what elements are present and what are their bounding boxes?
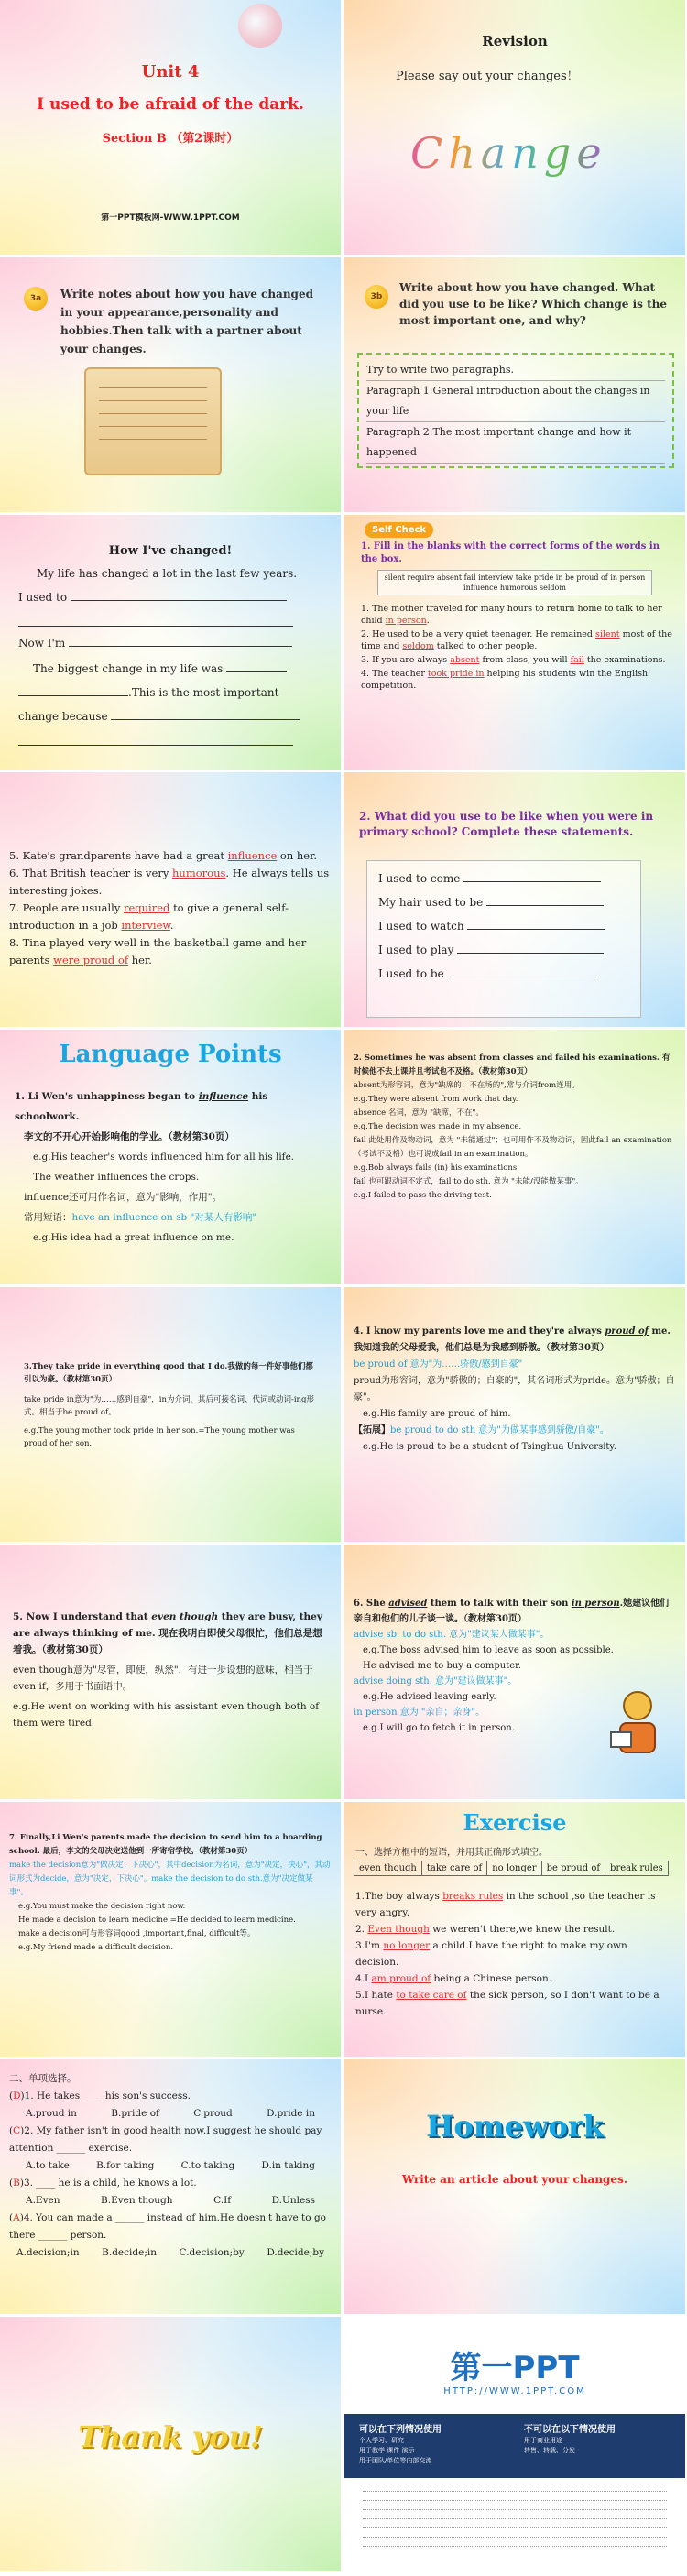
sc6-post: . He always tells us interesting jokes. [9,867,330,897]
stmt-1-blank [463,881,601,882]
site-label: 第一PPT模板网-WWW.1PPT.COM [101,213,240,223]
sc6-ans: humorous [172,867,226,879]
sc-item-8 [9,934,330,969]
sun-decoration [238,4,282,48]
sc7-ans: required [123,901,170,914]
ex5-ans: to take care of [396,1990,467,2001]
tip-line-2: Paragraph 1:General introduction about the changes in your life [366,381,665,422]
slide-lp-5 [0,1545,341,1799]
lp4-line-1 [354,1324,676,1357]
lp4-body [354,1324,676,1456]
sc7-ans2: interview [121,919,170,932]
slide-3a [0,257,341,512]
lp2-line-3: e.g.They were absent from work that day. [354,1095,518,1104]
lp5-line-3: e.g.He went on working with his assistant even though both of them were tired. [13,1701,320,1729]
lp2-line-8: fail 也可跟动词不定式，fail to do sth. 意为 "未能/没能做某事"。 [354,1177,583,1186]
slide-lp-2 [344,1030,685,1284]
sc1-pre: 1. The mother traveled for many hours to return home to talk to her child [361,604,662,626]
mc-q4-opts [9,2244,332,2262]
slide-exercise [344,1802,685,2057]
lp4-l1a: 4. I know my parents love me and they're always [354,1326,605,1337]
statements-box [366,860,641,1018]
link-list-placeholder [363,2491,667,2560]
essay-line-2 [18,590,293,606]
sc3-mid: from class, you will [482,655,568,665]
lp6-l1a: 6. She [354,1599,389,1609]
sc2-pre: 2. He used to be a very quiet teenager. He remained [361,629,594,639]
stmt-4-text: I used to play [378,944,454,956]
ex5-pre: 5.I hate [355,1990,393,2001]
mc-q2-a: A.to take [26,2160,70,2171]
lp3-line-3: e.g.The young mother took pride in her son.=The young mother was proud of her son. [24,1426,295,1448]
stmt-4 [378,938,629,962]
sc4-ans: took pride in [427,669,485,679]
ex1-pre: 1.The boy always [355,1891,440,1902]
slide-homework [344,2059,685,2314]
lp6-line-8: e.g.I will go to fetch it in person. [363,1723,515,1733]
sc8-pre: 8. Tina played very well in the basketball game and her parents [9,936,307,966]
ex-word-5: break rules [610,1863,663,1873]
ex5-post: the sick person, so I don't want to be a nurse. [355,1990,660,2017]
blank-used-to [71,600,287,601]
lp1-l1b: influence [198,1091,249,1102]
task-3a: Write notes about how you have changed in your appearance,personality and hobbies.Then talk with a partner about your changes. [60,288,313,355]
homework-title: Homework [426,2109,604,2144]
stmt-3-blank [467,929,605,930]
essay-biggest: The biggest change in my life was [33,662,224,675]
stmt-3-text: I used to watch [378,920,464,933]
lp5-l1c: they are busy, they are always thinking of me. 现在我明白即使父母很忙，他们总是想着我。（教材第30页） [13,1611,322,1655]
slide-how-changed [0,515,341,770]
sc5-pre: 5. Kate's grandparents have had a great [9,849,224,862]
usage-right-lines [524,2436,575,2456]
slide-primary-school [344,772,685,1027]
essay-used-to: I used to [18,591,68,604]
lp4-l5a: 【拓展】 [354,1425,390,1435]
ex1-post: in the school ,so the teacher is very angry. [355,1891,656,1918]
usage-left-3: 用于团队/单位等内部交流 [359,2457,432,2464]
sc-item-1 [361,603,672,627]
sc3-ans2: fail [570,655,584,665]
blank-biggest [226,671,287,672]
lp1-l1c: his schoolwork. [15,1091,268,1122]
lp4-line-3: proud为形容词，意为"骄傲的；自豪的"，其名词形式为pride。意为"骄傲；自豪"。 [354,1376,675,1403]
stmt-1 [378,867,629,890]
word-box: silent require absent fail interview take pride in be proud of in person influence humorous seldom [377,570,652,595]
ex-item-1 [355,1888,672,1921]
sc1-post: . [426,616,430,626]
sc2-ans: silent [595,629,620,639]
lp6-l1e: .她建议他们亲自和他们的儿子谈一谈。（教材第30页） [354,1599,670,1624]
blank-now [69,646,292,647]
sc5-ans: influence [227,849,278,862]
slide-brand [344,2317,685,2571]
lp1-line-5: influence还可用作名词，意为"影响，作用"。 [24,1192,223,1203]
slide-lp-1 [0,1030,341,1284]
homework-line: Write an article about your changes. [401,2173,628,2186]
usage-left-head: 可以在下列情况使用 [359,2425,442,2435]
slide-title [0,0,341,255]
stmt-2 [378,890,629,914]
lp7-line-4: He made a decision to learn medicine.=He decided to learn medicine. [18,1916,296,1925]
tip-line-1: Try to write two paragraphs. [366,360,665,381]
ex3-ans: no longer [383,1940,431,1951]
lp4-l1b: proud of [605,1326,649,1337]
mc-q3: (B)3. ____ he is a child, he knows a lot. [9,2178,197,2189]
slide-lp-3 [0,1287,341,1542]
essay-title: How I've changed! [108,544,233,558]
self-check-items-2 [9,847,330,969]
lp7-line-6: e.g.My friend made a difficult decision. [18,1943,174,1952]
task-3b: Write about how you have changed. What did you use to be like? Which change is the most important one, and why? [399,281,667,327]
lp2-body [354,1052,676,1203]
exercise-instruction: 一、选择方框中的短语，并用其正确形式填空。 [355,1848,548,1858]
lp6-line-7: in person 意为 "亲自；亲身"。 [354,1708,485,1718]
sc-item-7 [9,900,330,934]
lp-title: Language Points [59,1041,282,1068]
lp4-l2a: be proud of [354,1359,408,1370]
lp7-body [9,1831,332,1955]
ex4-ans: am proud of [371,1973,431,1984]
stmt-5 [378,962,629,986]
slide-3b [344,257,685,512]
blank-line-a [18,616,293,627]
stmt-1-text: I used to come [378,872,461,885]
lp5-l1b: even though [151,1611,219,1622]
essay-line-4 [33,661,308,677]
lp7-line-1: 7. Finally,Li Wen's parents made the decision to send him to a boarding school. 最后，李文的父母决定送他到一所寄宿学校。（教材第30页） [9,1833,322,1856]
sc7-pre: 7. People are usually [9,901,121,914]
lp1-l1a: 1. Li Wen's unhappiness began to [15,1091,199,1102]
unit-label: Unit 4 [141,62,200,82]
lp3-body [24,1360,317,1450]
mc-q2: (C)2. My father isn't in good health now.I suggest he should pay attention ______ exercise. [9,2125,322,2154]
lp1-l6b: have an influence on sb "对某人有影响" [71,1212,257,1223]
lp1-line-1 [15,1086,331,1127]
ex2-post: we weren't there,we knew the result. [432,1924,616,1935]
mc-q4-b: B.decide;in [102,2247,157,2258]
sc3-pre: 3. If you are always [361,655,448,665]
usage-right-2: 转售、转载、分发 [524,2447,575,2454]
mc-q2-opts [9,2157,332,2175]
section-label: Section B （第2课时） [102,132,239,146]
lp6-line-1 [354,1596,676,1627]
lp6-line-3: e.g.The boss advised him to leave as soon as possible. [363,1645,614,1655]
slide-revision [344,0,685,255]
stmt-2-blank [486,905,604,906]
lp2-line-2: absent为形容词，意为"缺席的；不在场的",常与介词from连用。 [354,1081,580,1090]
lp2-line-1: 2. Sometimes he was absent from classes and failed his examinations. 有时候他不去上课并且考试也不及格。（教材第30页） [354,1053,671,1076]
sc4-pre: 4. The teacher [361,669,425,679]
sc2-post: talked to other people. [436,641,538,651]
ex3-post: a child.I have the right to make my own decision. [355,1940,627,1968]
ex-item-3 [355,1937,672,1970]
lp1-body [15,1086,331,1248]
lp5-body [13,1609,329,1731]
lp2-line-5: e.g.The decision was made in my absence. [354,1122,522,1131]
mc-q3-text: 3. ____ he is a child, he knows a lot. [23,2178,197,2189]
mc-q3-a: A.Even [26,2195,60,2206]
sc-item-5 [9,847,330,865]
lp4-l5b: be proud to do sth 意为"为做某事感到骄傲/自豪"。 [390,1425,609,1435]
ex2-pre: 2. [355,1924,365,1935]
usage-left-lines [359,2436,431,2466]
self-check-items [361,603,672,692]
lp4-line-4: e.g.His family are proud of him. [363,1409,511,1419]
self-check-heading: 1. Fill in the blanks with the correct forms of the words in the box. [361,541,660,564]
mc-q2-ans: C [13,2125,21,2136]
self-check-tag: Self Check [365,522,433,538]
usage-right-head: 不可以在以下情况使用 [524,2425,616,2435]
lp3-line-1: 3.They take pride in everything good that I do.我做的每一件好事他们都引以为豪。（教材第30页） [24,1362,313,1384]
blank-line-b [18,735,293,746]
lp6-l1d: in person [571,1599,620,1609]
ex-word-2: take care of [422,1861,487,1875]
lp6-line-2: advise sb. to do sth. 意为"建议某人做某事"。 [354,1630,550,1640]
ex4-post: being a Chinese person. [433,1973,552,1984]
cartoon-reader-icon [610,1691,665,1764]
stmt-5-text: I used to be [378,967,444,980]
slide-self-check [344,515,685,770]
lp6-line-6: e.g.He advised leaving early. [363,1692,496,1702]
ex4-pre: 4.I [355,1973,369,1984]
essay-now: Now I'm [18,637,66,649]
mc-q4: (A)4. You can made a ______ instead of him.He doesn't have to go there ______ person. [9,2212,326,2241]
mc-q4-text: 4. You can made a ______ instead of him.He doesn't have to go there ______ person. [9,2212,326,2241]
mc-q1-b: B.pride of [111,2108,159,2119]
exercise-title: Exercise [463,1809,567,1836]
essay-because: change because [18,710,108,723]
sc2-mid: most of the time and [361,629,672,651]
mc-q4-c: C.decision;by [179,2247,245,2258]
sc1-ans: in person [385,616,427,626]
lp2-line-7: e.g.Bob always fails (in) his examinations. [354,1163,519,1173]
sc8-ans: were proud of [53,954,129,966]
sc6-pre: 6. That British teacher is very [9,867,169,879]
mc-q3-opts [9,2192,332,2210]
exercise-word-box [354,1861,669,1876]
slide-multiple-choice [0,2059,341,2314]
mc-q4-a: A.decision;in [16,2247,80,2258]
sc-item-3 [361,654,672,666]
thank-you-text: Thank you! [78,2419,263,2454]
ex1-ans: breaks rules [442,1891,504,1902]
mc-q2-c: C.to taking [180,2160,235,2171]
stmt-4-blank [457,953,604,954]
lp4-l1c: me. 我知道我的父母爱我，他们总是为我感到骄傲。（教材第30页） [354,1326,671,1353]
slide-lp-6 [344,1545,685,1799]
ex3-pre: 3.I'm [355,1940,381,1951]
lesson-title: I used to be afraid of the dark. [37,95,304,114]
ex-item-4 [355,1970,672,1987]
sc8-post: her. [131,954,152,966]
mc-q1-a: A.proud in [26,2108,77,2119]
blank-because [111,719,300,720]
sc7-post2: . [169,919,174,932]
mc-q2-d: D.in taking [261,2160,315,2171]
ex-word-4: be proud of [542,1861,605,1875]
sc3-post: the examinations. [586,655,666,665]
mc-q3-ans: B [13,2178,20,2189]
tip-line-3: Paragraph 2:The most important change and how it happened [366,422,665,464]
mc-q4-ans: A [13,2212,20,2223]
mc-q3-b: B.Even though [101,2195,173,2206]
mc-q1-opts [9,2105,332,2123]
change-word-art [410,128,607,178]
essay-line-1: My life has changed a lot in the last few years. [37,567,298,580]
lp4-l2b: 意为"为……骄傲/感到自豪" [407,1359,523,1370]
lp7-line-5: make a decision可与形容词good ,important,final, difficult等。 [18,1929,256,1938]
revision-line: Please say out your changes！ [396,70,579,83]
lp1-line-7: e.g.His idea had a great influence on me. [33,1232,234,1243]
mc-head: 二、单项选择。 [9,2073,77,2084]
lp7-line-2: make the decision意为"做决定；下决心"，其中decision为名词，意为"决定，决心"，其动词形式为decide，意为"决定，下决心"。make the decision to do sth.意为"决定做某事"。 [9,1861,331,1897]
lp5-l1a: 5. Now I understand that [13,1611,152,1622]
lp6-line-5: advise doing sth. 意为"建议做某事"。 [354,1676,518,1686]
lp5-line-2: even though意为"尽管，即使，纵然"，有进一步设想的意味，相当于even if，多用于书面语中。 [13,1665,313,1692]
mc-q1-text: 1. He takes ____ his son's success. [24,2090,191,2101]
usage-right-1: 用于商业用途 [524,2437,562,2444]
mc-q4-d: D.decide;by [267,2247,324,2258]
change-word: Change [410,128,607,178]
slide-lp-7 [0,1802,341,2057]
ex2-ans: Even though [367,1924,430,1935]
lp3-line-2: take pride in意为"为……感到自豪"，in为介词，其后可接名词、代词或动词-ing形式。相当于be proud of。 [24,1395,314,1417]
lp4-line-5 [354,1423,676,1439]
mc-q1: (D)1. He takes ____ his son's success. [9,2090,191,2101]
writing-tips-box [357,353,674,468]
brand-logo: 第一PPT [450,2350,580,2386]
badge-3b: 3b [365,285,388,309]
lp7-line-3: e.g.You must make the decision right now. [18,1902,186,1911]
lp5-line-1 [13,1609,329,1658]
essay-important: .This is the most important [128,686,279,699]
lp4-line-6: e.g.He is proud to be a student of Tsinghua University. [363,1442,616,1452]
sc-item-4 [361,668,672,692]
usage-left-2: 用于教学 课件 演示 [359,2447,415,2454]
lp1-line-2: 李文的不开心开始影响他的学业。（教材第30页） [24,1131,234,1142]
essay-line-5 [18,685,311,701]
mc-body [9,2070,332,2262]
sc-item-6 [9,865,330,900]
lp2-line-4: absence 名词，意为 "缺席，不在"。 [354,1108,484,1118]
primary-heading: 2. What did you use to be like when you were in primary school? Complete these statements. [359,810,654,838]
lp6-line-4: He advised me to buy a computer. [363,1661,522,1671]
slide-self-check-2 [0,772,341,1027]
sc3-ans: absent [450,655,480,665]
exercise-items [355,1888,672,2020]
slide-lp-4 [344,1287,685,1542]
ex-word-1: even though [354,1861,422,1875]
mc-q2-b: B.for taking [96,2160,155,2171]
blank-reason [18,695,128,696]
lp2-line-6: fail 此处用作及物动词，意为 "未能通过"；也可用作不及物动词，因此fail an examination（考试不及格）也可说成fail in an examination。 [354,1136,672,1159]
stmt-3 [378,914,629,938]
lp6-l1b: advised [388,1599,428,1609]
essay-line-3 [18,636,293,651]
sc2-ans2: seldom [402,641,434,651]
mc-q3-c: C.If [213,2195,232,2206]
lp1-l6a: 常用短语： [24,1212,72,1223]
lp1-line-4: The weather influences the crops. [33,1172,200,1183]
sc-item-2 [361,628,672,652]
mc-q3-d: D.Unless [271,2195,315,2206]
lp6-l1c: them to talk with their son [427,1599,572,1609]
lp1-line-6 [15,1207,331,1228]
badge-3a: 3a [24,287,48,311]
sc5-post: on her. [279,849,317,862]
revision-title: Revision [482,33,548,49]
mc-q2-text: 2. My father isn't in good health now.I suggest he should pay attention ______ exercise. [9,2125,322,2154]
mc-q1-c: C.proud [193,2108,233,2119]
usage-banner [344,2414,685,2478]
lp2-line-9: e.g.I failed to pass the driving test. [354,1191,492,1200]
ex-word-3: no longer [487,1861,541,1875]
brand-url: HTTP://WWW.1PPT.COM [443,2386,586,2396]
stmt-2-text: My hair used to be [378,896,484,909]
scroll-icon [84,367,222,475]
usage-left-1: 个人学习、研究 [359,2437,404,2444]
ex-item-5 [355,1987,672,2020]
lp4-line-2 [354,1357,676,1373]
mc-q1-ans: D [13,2090,21,2101]
sc7-post: to give a general self-introduction in a job [9,901,289,932]
ex-item-2 [355,1921,672,1937]
essay-line-6 [18,709,311,725]
mc-q1-d: D.pride in [267,2108,315,2119]
slide-thank-you [0,2317,341,2571]
lp1-line-3: e.g.His teacher's words influenced him for all his life. [33,1152,295,1162]
sc4-post: helping his students win the English competition. [361,669,649,691]
